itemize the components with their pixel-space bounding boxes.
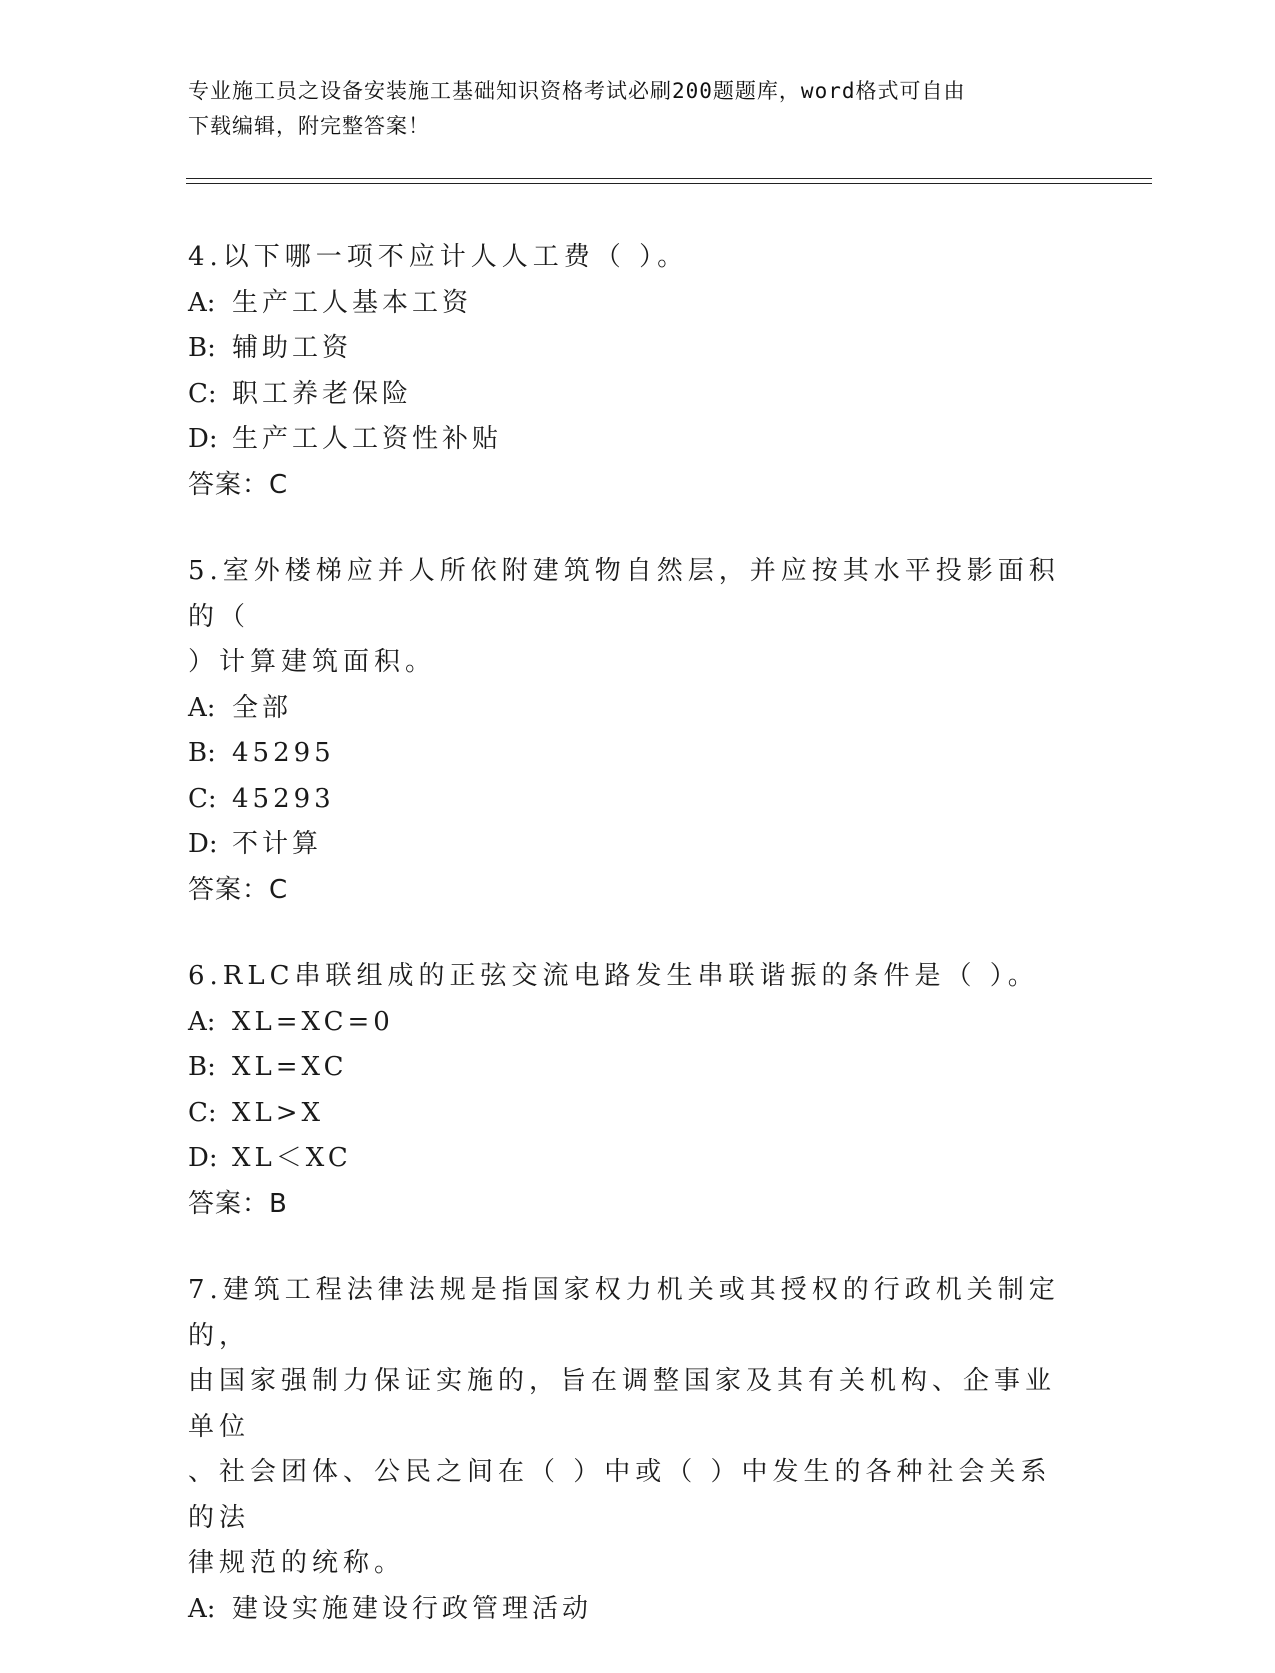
option-text: 全部: [232, 692, 293, 723]
question-stem: 5.室外楼梯应并人所依附建筑物自然层，并应按其水平投影面积的（: [188, 556, 1060, 632]
question-6: [188, 954, 1068, 1227]
header-line-2: 下载编辑，附完整答案！: [188, 114, 430, 138]
option-a: [188, 1587, 1068, 1633]
option-text: 辅助工资: [232, 333, 353, 363]
option-letter: D:: [188, 424, 218, 454]
option-letter: C:: [188, 783, 217, 814]
option-letter: B:: [188, 1052, 216, 1082]
option-b: [188, 1045, 1068, 1091]
question-stem: ）计算建筑面积。: [188, 647, 437, 677]
option-text: 生产工人基本工资: [232, 287, 473, 318]
option-letter: C:: [188, 1097, 217, 1128]
question-7: [188, 1268, 1068, 1632]
option-d: [188, 1136, 1068, 1182]
option-a: [188, 281, 1068, 327]
option-text: XL＜XC: [232, 1143, 352, 1173]
option-letter: A:: [188, 692, 216, 723]
option-d: [188, 822, 1068, 868]
answer-line: 答案：C: [188, 469, 289, 500]
option-letter: A:: [188, 287, 216, 318]
option-text: XL=XC: [232, 1052, 348, 1082]
option-d: [188, 417, 1068, 463]
question-stem: 律规范的统称。: [188, 1548, 406, 1578]
option-letter: D:: [188, 829, 218, 859]
option-text: 45295: [232, 738, 335, 768]
option-letter: A:: [188, 1006, 216, 1037]
option-b: [188, 326, 1068, 372]
option-text: XL>X: [232, 1097, 325, 1128]
option-letter: D:: [188, 1143, 218, 1173]
option-text: 不计算: [232, 829, 323, 859]
answer-line: 答案：C: [188, 874, 289, 905]
option-letter: B:: [188, 333, 216, 363]
question-4: [188, 235, 1068, 508]
question-stem: 由国家强制力保证实施的，旨在调整国家及其有关机构、企事业单位: [188, 1366, 1057, 1442]
option-text: 职工养老保险: [232, 378, 413, 409]
question-stem: 7.建筑工程法律法规是指国家权力机关或其授权的行政机关制定的，: [188, 1275, 1060, 1351]
option-c: [188, 1091, 1068, 1137]
question-5: [188, 549, 1068, 913]
option-c: [188, 372, 1068, 418]
option-text: XL=XC=0: [232, 1006, 394, 1037]
question-stem: 4.以下哪一项不应计人人工费（ ）。: [188, 242, 689, 272]
header-line-1: 专业施工员之设备安装施工基础知识资格考试必刷200题题库，word格式可自由: [188, 79, 966, 103]
question-list: [188, 235, 1068, 1673]
question-stem: 6.RLC串联组成的正弦交流电路发生串联谐振的条件是（ ）。: [188, 961, 1039, 991]
header-divider-bottom: [186, 183, 1152, 184]
option-text: 建设实施建设行政管理活动: [232, 1593, 593, 1624]
header-divider-top: [186, 178, 1152, 179]
answer-line: 答案：B: [188, 1188, 288, 1219]
option-letter: C:: [188, 378, 217, 409]
option-text: 生产工人工资性补贴: [232, 424, 503, 454]
option-b: [188, 731, 1068, 777]
question-stem: 、社会团体、公民之间在（ ）中或（ ）中发生的各种社会关系的法: [188, 1457, 1052, 1533]
option-a: [188, 686, 1068, 732]
option-c: [188, 777, 1068, 823]
option-letter: A:: [188, 1593, 216, 1624]
option-letter: B:: [188, 738, 216, 768]
document-header: [188, 74, 1068, 144]
option-a: [188, 1000, 1068, 1046]
option-text: 45293: [232, 783, 335, 814]
